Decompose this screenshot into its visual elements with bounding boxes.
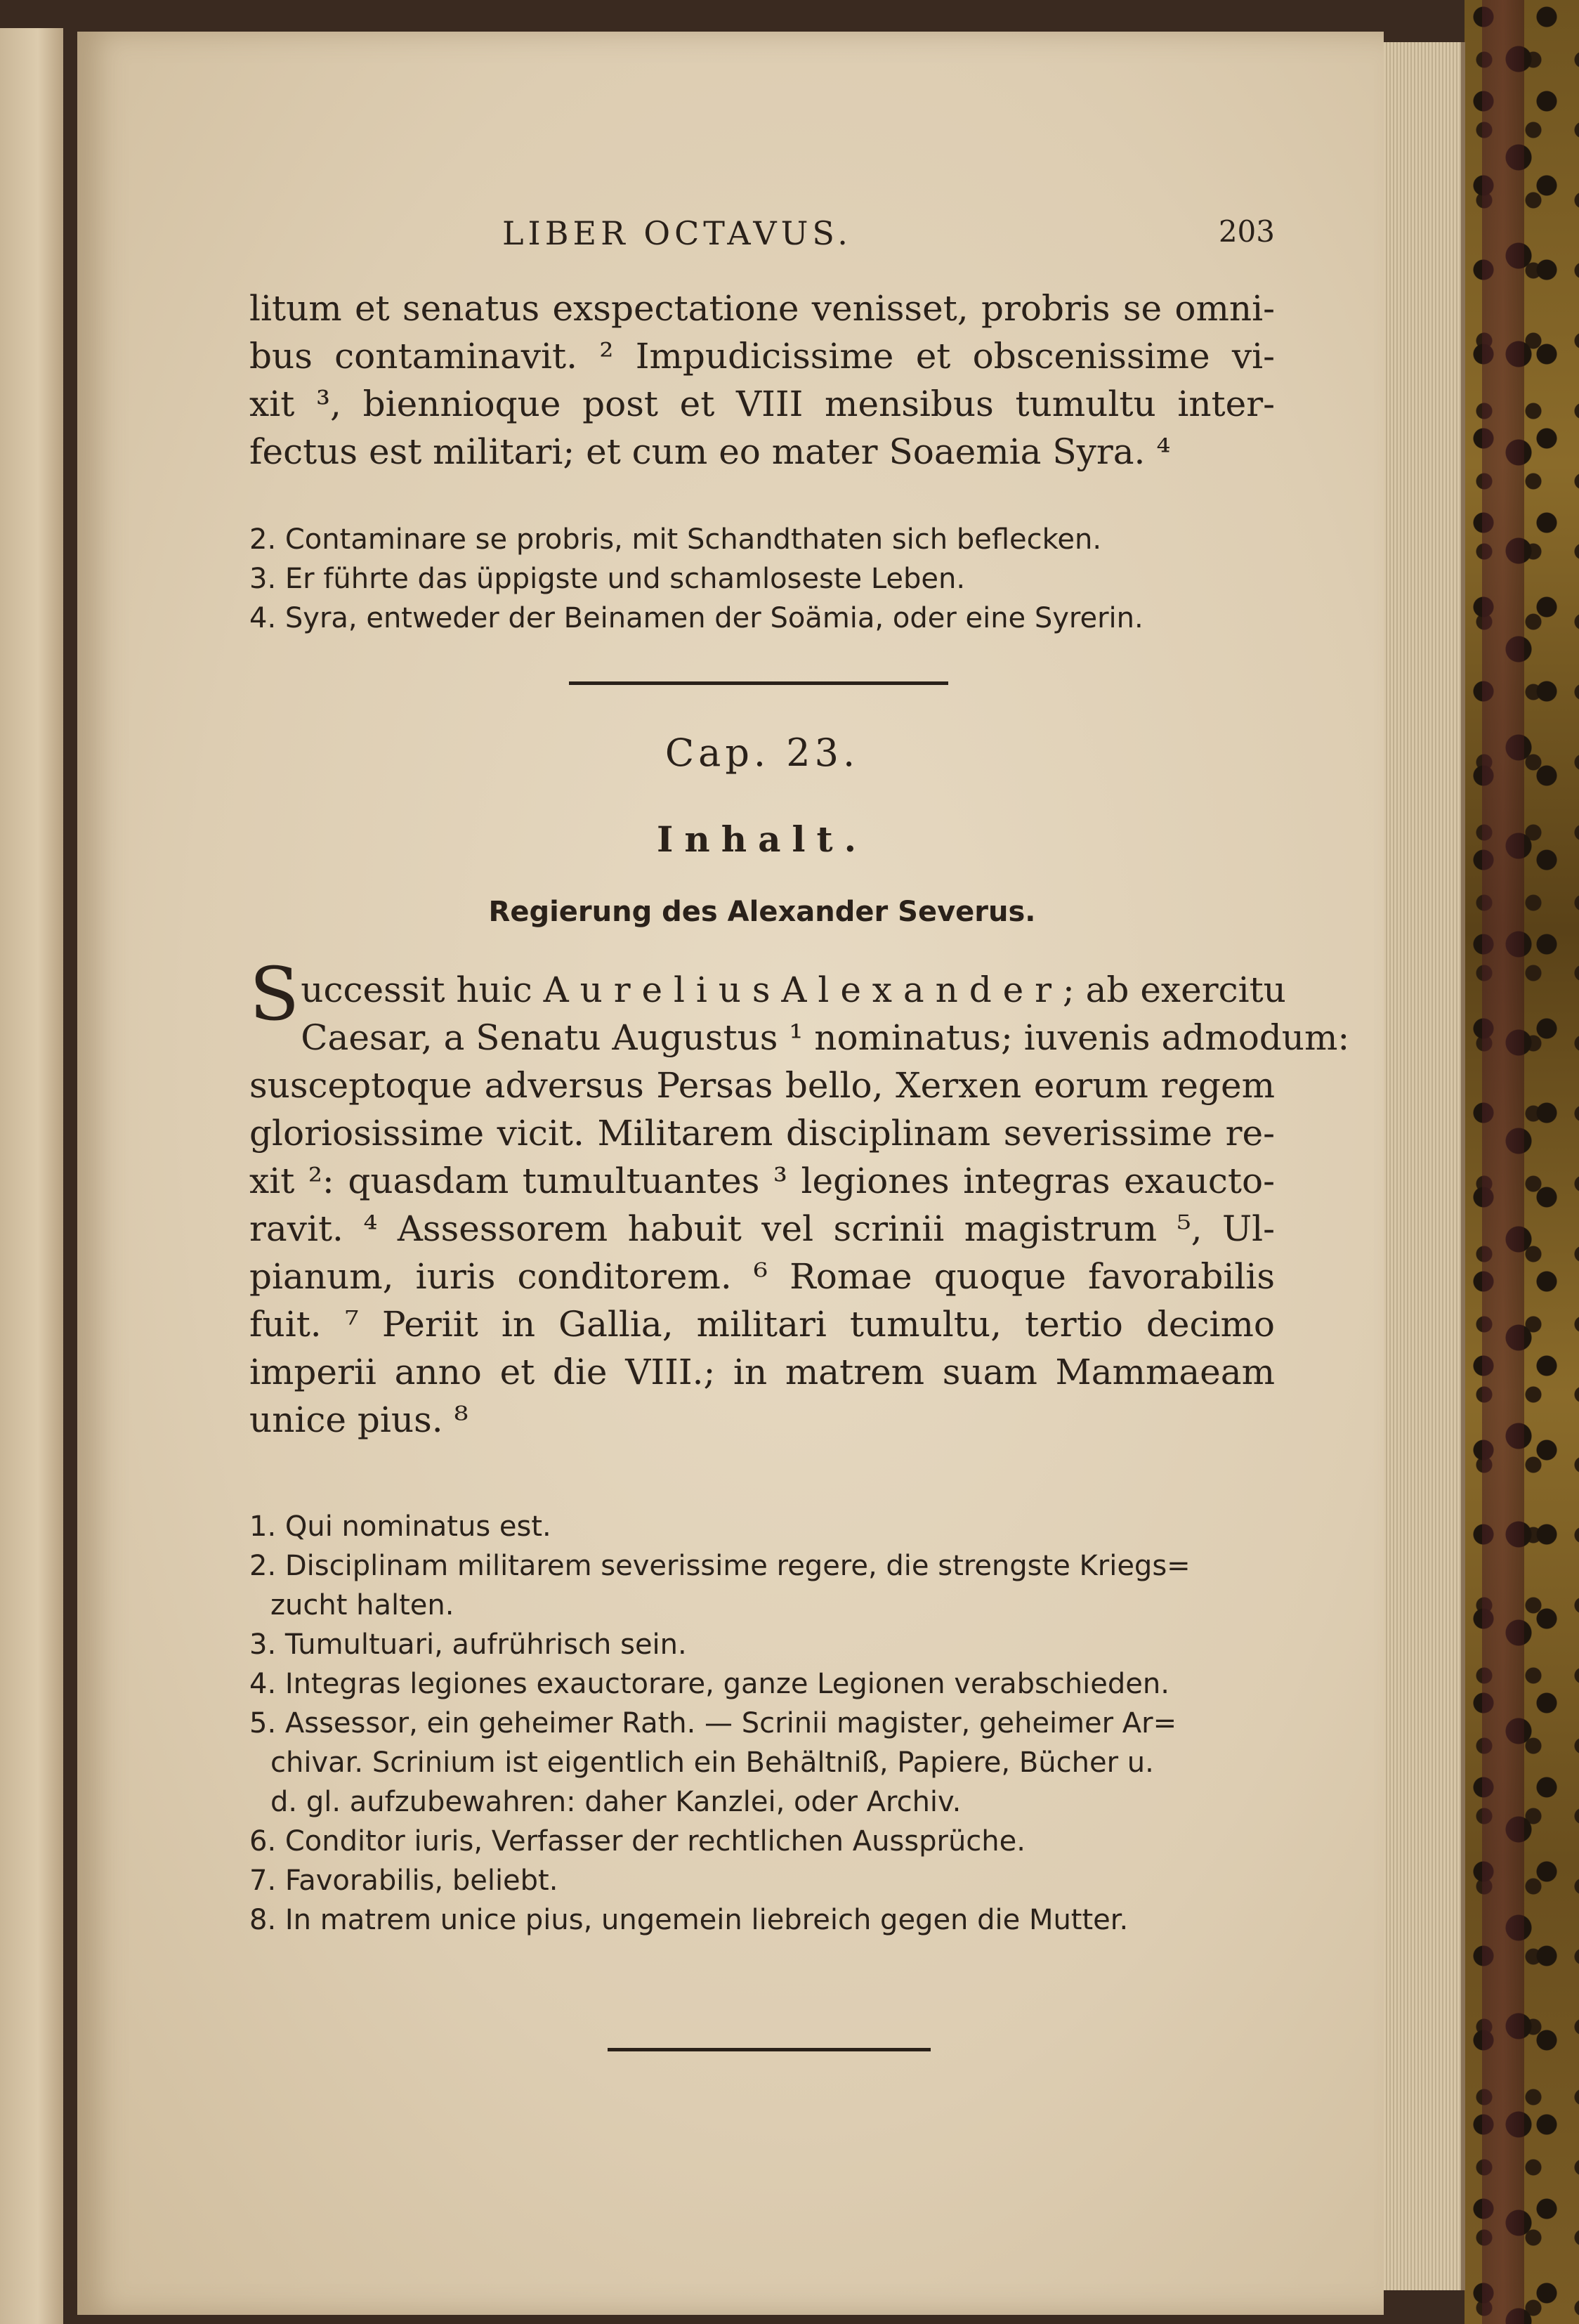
text-line: xit ²: quasdam tumultuantes ³ legiones integras exaucto- [249,1161,1275,1201]
footnote: 3. Er führte das üppigste und schamloseste Leben. [249,563,966,595]
page-number: 203 [1218,214,1275,249]
footnote: 3. Tumultuari, aufrührisch sein. [249,1628,687,1661]
inhalt-heading: Inhalt. [657,818,867,860]
text-line: uccessit huic A u r e l i u s A l e x a n d e r ; ab exercitu [301,970,1286,1010]
footnote: 1. Qui nominatus est. [249,1510,551,1543]
text-line: unice pius. ⁸ [249,1399,469,1440]
main-paragraph [249,951,1350,1444]
text-line: susceptoque adversus Persas bello, Xerxen eorum regem [249,1065,1275,1106]
chapter-subtitle: Regierung des Alexander Severus. [488,896,1036,928]
running-head [249,214,1275,256]
drop-initial: S [249,951,300,1037]
footnote: 7. Favorabilis, beliebt. [249,1865,558,1897]
chapter-heading: Cap. 23. [664,731,860,775]
footnote-continuation: zucht halten. [270,1589,454,1621]
facing-page-edge [0,28,63,2324]
top-footnotes [249,520,1275,638]
text-line: xit ³, bienniοque post et VIII mensibus tumultu inter- [249,384,1275,424]
footnote: 2. Disciplinam militarem severissime regere, die strengste Kriegs= [249,1550,1191,1582]
footnote: 6. Conditor iuris, Verfasser der rechtlichen Aussprüche. [249,1825,1026,1858]
text-line: fectus est militari; et cum eo mater Soaemia Syra. ⁴ [249,431,1171,472]
text-line: imperii anno et die VIII.; in matrem suam Mammaeam [249,1352,1275,1392]
footnote-continuation: d. gl. aufzubewahren: daher Kanzlei, oder Archiv. [270,1786,962,1818]
text-line: bus contaminavit. ² Impudicissime et obscenissime vi- [249,336,1275,377]
footnote: 5. Assessor, ein geheimer Rath. — Scrinii magister, geheimer Ar= [249,1707,1177,1739]
running-title: LIBER OCTAVUS. [502,214,852,252]
text-line: gloriosissime vicit. Militarem disciplinam severissime re- [249,1113,1275,1154]
footnote: 4. Integras legiones exauctorare, ganze Legionen verabschieden. [249,1668,1169,1700]
text-line: litum et senatus exspectatione venisset, probris se omni- [249,288,1275,329]
main-footnotes [249,1507,1275,1940]
text-line: fuit. ⁷ Periit in Gallia, militari tumultu, tertio decimo [249,1304,1275,1345]
footnote: 8. In matrem unice pius, ungemein liebreich gegen die Mutter. [249,1904,1129,1936]
footnote: 2. Contaminare se probris, mit Schandthaten sich beflecken. [249,523,1102,556]
book-page [77,32,1384,2315]
page-edges [1377,42,1465,2290]
text-line: Caesar, a Senatu Augustus ¹ nominatus; iuvenis admodum: [301,1017,1350,1058]
footnote-continuation: chivar. Scrinium ist eigentlich ein Behältniß, Papiere, Bücher u. [270,1747,1154,1779]
text-line: pianum, iuris conditorem. ⁶ Romae quoque favorabilis [249,1256,1275,1297]
end-rule [608,2048,931,2051]
section-rule [569,681,948,685]
footnote: 4. Syra, entweder der Beinamen der Soämia, oder eine Syrerin. [249,602,1144,634]
book-spine [1482,0,1524,2324]
top-paragraph [249,285,1275,476]
text-line: ravit. ⁴ Assessorem habuit vel scrinii magistrum ⁵, Ul- [249,1208,1275,1249]
